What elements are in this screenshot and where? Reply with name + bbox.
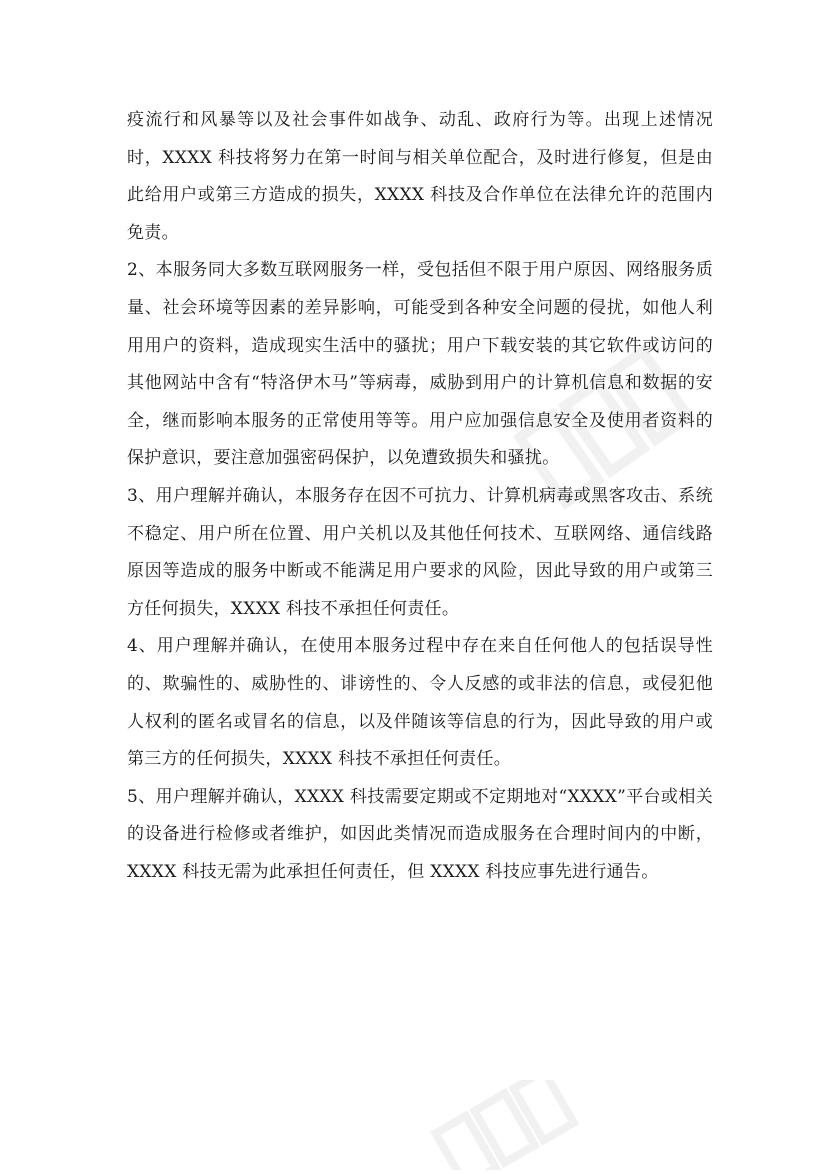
- paragraph-item-3: 3、用户理解并确认，本服务存在因不可抗力、计算机病毒或黑客攻击、系统不稳定、用户所在位置、用户关机以及其他任何技术、互联网络、通信线路原因等造成的服务中断或不能满足用户要求的风险，因此导致的用户或第三方任何损失，XXXX 科技不承担任何责任。: [127, 485, 713, 619]
- watermark-icon: [420, 1080, 580, 1170]
- document-body: [127, 100, 713, 891]
- paragraph-continued: 疫流行和风暴等以及社会事件如战争、动乱、政府行为等。出现上述情况时，XXXX 科技将努力在第一时间与相关单位配合，及时进行修复，但是由此给用户或第三方造成的损失，XXXX 科技及合作单位在法律允许的范围内免责。: [127, 110, 713, 243]
- paragraph-item-5: 5、用户理解并确认，XXXX 科技需要定期或不定期地对“XXXX”平台或相关的设备进行检修或者维护，如因此类情况而造成服务在合理时间内的中断，XXXX 科技无需为此承担任何责任，但 XXXX 科技应事先进行通告。: [127, 786, 713, 882]
- paragraph-item-4: 4、用户理解并确认，在使用本服务过程中存在来自任何他人的包括误导性的、欺骗性的、威胁性的、诽谤性的、令人反感的或非法的信息，或侵犯他人权利的匿名或冒名的信息，以及伴随该等信息的行为，因此导致的用户或第三方的任何损失，XXXX 科技不承担任何责任。: [127, 636, 713, 770]
- paragraph-item-2: 2、本服务同大多数互联网服务一样，受包括但不限于用户原因、网络服务质量、社会环境等因素的差异影响，可能受到各种安全问题的侵扰，如他人利用用户的资料，造成现实生活中的骚扰；用户下载安装的其它软件或访问的其他网站中含有“特洛伊木马”等病毒，威胁到用户的计算机信息和数据的安全，继而影响本服务的正常使用等等。用户应加强信息安全及使用者资料的保护意识，要注意加强密码保护，以免遭致损失和骚扰。: [127, 260, 713, 469]
